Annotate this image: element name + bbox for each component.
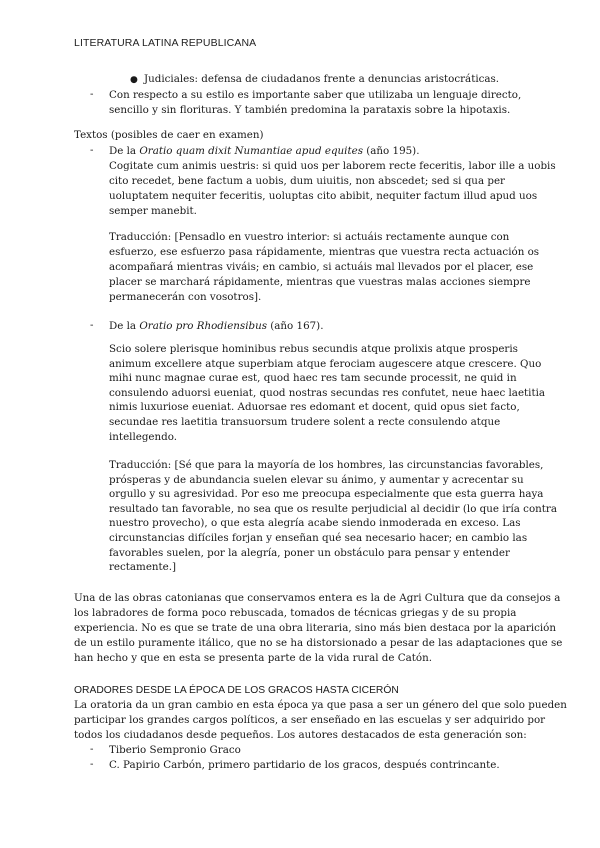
text-line: circunstancias difíciles forjan y enseñan qué sea necesario hacer; en cambio las [109,531,528,544]
text-line: experiencia. No es que se trate de una obra literaria, sino más bien destaca por la aparición [74,622,557,634]
heading-prefix: De la [109,320,140,332]
text-line: Con respecto a su estilo es importante saber que utilizaba un lenguaje directo, [109,89,522,101]
translation-1 [109,230,539,305]
dash-icon: - [90,88,94,100]
text-line: Traducción: [Pensadlo en vuestro interior: si actuáis rectamente aunque con [109,231,510,243]
text-line: placer se marchará rápidamente, mientras que vuestras malas acciones siempre [109,276,531,288]
text-line: semper manebit. [109,205,197,217]
oratio-title: Oratio pro Rhodiensibus [139,320,267,332]
text-line: sencillo y sin florituras. Y también predomina la parataxis sobre la hipotaxis. [109,104,511,116]
oradores-paragraph [74,698,567,743]
text-line: uoluptatem nequiter feceritis, uoluptas cito abibit, nequiter factum illud apud uos [109,190,538,202]
text-line: consulendo aduorsi eueniat, quod nostras secundas res confutet, neue haec laetitia [109,386,546,399]
text-line: intellegendo. [109,430,178,443]
text-line: animum excellere atque superbiam atque ferociam augescere atque crescere. Quo [109,357,542,370]
text-line: de un estilo puramente itálico, que no se ha distorsionado a pesar de las adaptaciones que se [74,637,563,649]
heading-suffix: (año 195). [363,145,420,157]
style-paragraph [109,88,521,118]
text-line: mihi nunc magnae curae est, quod haec res tam secunde processit, ne quid in [109,372,517,385]
dash-icon: - [90,319,94,331]
text-line: favorables suelen, por la alegría, poner un obstáculo para pensar y entender [109,546,510,559]
text-line: rectamente.] [109,561,177,574]
bullet-icon: ● [130,75,138,85]
text-line: Cogitate cum animis uestris: si quid uos per laborem recte feceritis, labor ille a uobis [109,160,556,172]
text-line: los labradores de forma poco rebuscada, tomados de técnicas griegas y de su propia [74,607,517,619]
oratio-rhodiensibus-heading [109,319,323,334]
text-line: todos los ciudadanos desde pequeños. Los autores destacados de esta generación son: [74,729,527,741]
agri-cultura-paragraph [74,591,562,666]
text-line: secundae res laetitia transuorsum trudere solent a recte consulendo atque [109,415,501,428]
text-line: orgullo y su agresividad. Por eso me preocupa especialmente que esta guerra haya [109,488,544,501]
text-line: cito recedet, bene factum a uobis, dum uiuitis, non abscedet; sed si qua per [109,175,505,187]
oratio-title: Oratio quam dixit Numantiae apud equites [139,145,363,157]
page-header: LITERATURA LATINA REPUBLICANA [74,37,257,49]
oratio-numantiae-heading [109,144,419,159]
latin-text-1 [109,159,556,219]
text-line: La oratoria da un gran cambio en esta época ya que pasa a ser un género del que solo pueden [74,699,567,711]
text-line: acompañará mientras viváis; en cambio, si actuáis mal llevados por el placer, ese [109,261,534,273]
list-item: C. Papirio Carbón, primero partidario de los gracos, después contrincante. [109,759,500,771]
text-line: han hecho y que en esta se presenta parte de la vida rural de Catón. [74,652,433,664]
translation-2 [109,458,557,575]
text-line: Traducción: [Sé que para la mayoría de los hombres, las circunstancias favorables, [109,459,544,471]
text-line: resultado tan favorable, no sea que os resulte perjudicial al decidir (lo que iría contra [109,502,557,515]
text-line: Scio solere plerisque hominibus rebus secundis atque prolixis atque prosperis [109,343,518,355]
text-line: permanecerán con vosotros]. [109,291,262,303]
heading-suffix: (año 167). [267,320,324,332]
heading-prefix: De la [109,145,140,157]
text-line: nuestro provecho), o que esta alegría acabe siendo inmoderada en exceso. Las [109,517,521,530]
text-line: prósperas y de abundancia suelen elevar su ánimo, y aumentar y acrecentar su [109,473,524,486]
textos-heading: Textos (posibles de caer en examen) [74,129,264,141]
dash-icon: - [90,144,94,156]
text-line: participar los grandes cargos políticos, a ser enseñado en las escuelas y ser adquirido por [74,714,546,726]
latin-text-2 [109,342,545,444]
oradores-heading: ORADORES DESDE LA ÉPOCA DE LOS GRACOS HASTA CICERÓN [74,685,399,696]
dash-icon: - [90,758,94,770]
text-line: esfuerzo, ese esfuerzo pasa rápidamente, mientras que vuestra recta actuación os [109,246,540,258]
bullet-item: Judiciales: defensa de ciudadanos frente a denuncias aristocráticas. [144,73,500,85]
list-item: Tiberio Sempronio Graco [109,744,241,756]
dash-icon: - [90,743,94,755]
text-line: Una de las obras catonianas que conservamos entera es la de Agri Cultura que da consejos a [74,592,561,604]
text-line: nimis luxuriose eueniat. Aduorsae res edomant et docent, quid opus siet facto, [109,401,520,414]
